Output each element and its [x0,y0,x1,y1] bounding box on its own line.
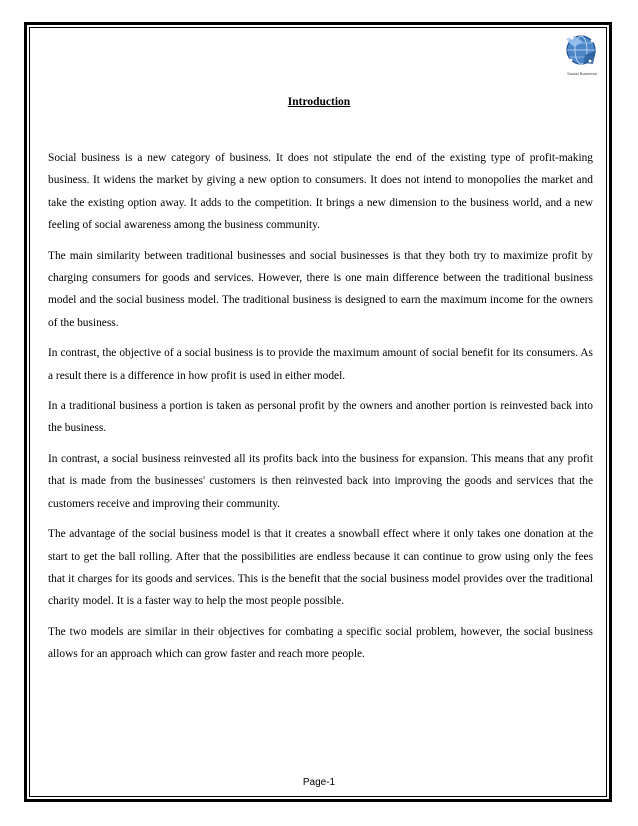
paragraph: In contrast, a social business reinvested all its profits back into the business for expansion. This means that any profit that is made from the businesses' customers is then reinvested back into improving the goods and services that the customers receive and improving their community. [48,452,593,510]
document-body [48,147,593,674]
document-title: Introduction [287,96,351,108]
paragraph: In a traditional business a portion is taken as personal profit by the owners and another portion is reinvested back into the business. [48,400,593,435]
paragraph: Social business is a new category of business. It does not stipulate the end of the existing type of profit-making business. It widens the market by giving a new option to consumers. It does not intend to monopolies the market and take the existing option away. It adds to the competition. It brings a new dimension to the business world, and a new feeling of social awareness among the business community. [48,152,593,232]
paragraph: The advantage of the social business model is that it creates a snowball effect where it only takes one donation at the start to get the ball rolling. After that the possibilities are endless because it can continue to grow using only the fees that it charges for its goods and services. This is the benefit that the social business model provides over the traditional charity model. It is a faster way to help the most people possible. [48,528,593,608]
paragraph: The two models are similar in their objectives for combating a specific social problem, however, the social business allows for an approach which can grow faster and reach more people. [48,625,593,661]
page-number: Page-1 [302,777,336,788]
paragraph: In contrast, the objective of a social business is to provide the maximum amount of social benefit for its consumers. As a result there is a difference in how profit is used in either model. [48,347,593,382]
paragraph: The main similarity between traditional businesses and social businesses is that they both try to maximize profit by charging consumers for goods and services. However, there is one main difference between the traditional business model and the social business model. The traditional business is designed to earn the maximum income for the owners of the business. [48,249,593,329]
logo-caption: Social Business [567,71,597,76]
